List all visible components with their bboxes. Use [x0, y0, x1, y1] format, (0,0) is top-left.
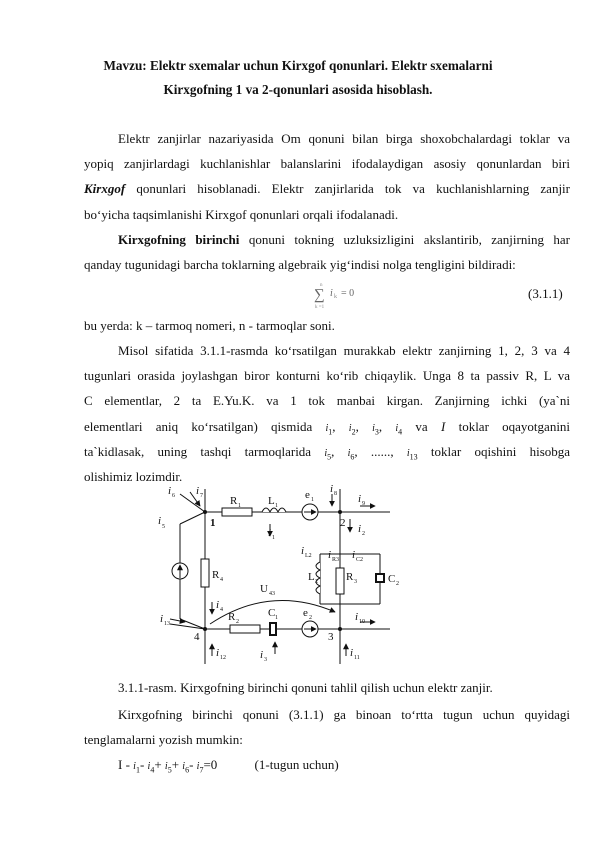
- label-sub: 1: [275, 503, 278, 509]
- resistor-r3: [336, 568, 344, 594]
- text-fragment: toklar oqishini hisobga: [430, 443, 571, 459]
- capacitor-c1: [270, 623, 276, 635]
- eq-fragment: I -: [118, 757, 130, 773]
- formula-subscript: k: [334, 294, 337, 300]
- label-sub: 2: [309, 615, 312, 621]
- current-subscript: 6: [185, 765, 190, 775]
- current-symbol: i: [196, 761, 200, 773]
- text-fragment: elementlari aniq ko‘rsatilgan) qismida: [84, 418, 313, 434]
- label-r3: R: [346, 571, 354, 583]
- label-sub: 12: [220, 655, 226, 661]
- node-3-dot: [338, 627, 342, 631]
- current-symbol: i: [395, 422, 399, 434]
- label-i4: i: [216, 599, 220, 611]
- label-sub: 1: [272, 535, 275, 541]
- label-sub: C2: [356, 557, 364, 563]
- text-line: tugunlari orasida joylashgan biror konturni ko‘rib chiqaylik. Unga 8 ta passiv R, L va: [84, 368, 570, 384]
- label-sub: L2: [305, 553, 312, 559]
- label-i12: i: [216, 647, 220, 659]
- label-i7: i: [196, 485, 200, 497]
- label-c2: C: [388, 573, 396, 585]
- node-4-label: 4: [194, 631, 200, 643]
- label-ir3: i: [328, 549, 332, 561]
- example-paragraph: [84, 338, 570, 489]
- label-e1: e: [305, 489, 310, 501]
- node-2-dot: [338, 510, 342, 514]
- label-i9: i: [358, 493, 362, 505]
- label-sub: 43: [269, 591, 275, 597]
- text-line: olishimiz lozimdir.: [84, 468, 183, 484]
- formula-3-1-1: [310, 280, 370, 310]
- current-symbol: i: [182, 761, 186, 773]
- current-subscript: 2: [351, 427, 356, 437]
- label-ic2: i: [352, 549, 356, 561]
- label-sub: 7: [200, 493, 203, 499]
- current-symbol: i: [325, 422, 329, 434]
- current-subscript: 6: [350, 452, 355, 462]
- label-i3: i: [260, 649, 264, 661]
- current-subscript: 5: [167, 765, 172, 775]
- sum-upper-limit: n: [320, 283, 323, 288]
- text-line: [84, 227, 570, 252]
- label-i13: i: [160, 613, 164, 625]
- label-i6: i: [168, 485, 172, 497]
- text-fragment: qonunlari hisoblanadi. Elektr zanjirlarida tok va kuchlanishlarning zanjir: [125, 181, 570, 197]
- law1-paragraph: [84, 227, 570, 277]
- current-symbol: i: [324, 447, 328, 459]
- current-symbol: i: [347, 447, 351, 459]
- current-subscript: 4: [398, 427, 403, 437]
- label-sub: 3: [354, 579, 357, 585]
- label-sub: 6: [172, 493, 175, 499]
- current-subscript: 3: [374, 427, 379, 437]
- current-subscript: 1: [328, 427, 333, 437]
- sigma-symbol: ∑: [314, 287, 325, 303]
- node-4-dot: [203, 627, 207, 631]
- label-l2: L: [308, 571, 315, 583]
- text-line: qanday tugunidagi barcha toklarning algebraik yig‘indisi nolga tengligini bildiradi:: [84, 257, 516, 273]
- label-sub: 5: [162, 524, 165, 530]
- label-sub: 2: [362, 531, 365, 537]
- label-r1: R: [230, 495, 238, 507]
- current-subscript: 4: [150, 765, 155, 775]
- node-1-dot: [203, 510, 207, 514]
- current-symbol: i: [406, 447, 410, 459]
- law-term: Kirxgofning birinchi: [118, 232, 240, 247]
- resistor-r2: [230, 625, 260, 633]
- current-subscript: 5: [327, 452, 332, 462]
- figure-caption: 3.1.1-rasm. Kirxgofning birinchi qonuni tahlil qilish uchun elektr zanjir.: [118, 680, 493, 695]
- text-line: ta`kidlasak, uning tashqi tarmoqlarida $i_5$, $i_6$, ......, $i_{13}$ toklar oqishini hisobga: [84, 443, 571, 462]
- label-sub: 11: [354, 655, 360, 661]
- label-sub: 8: [334, 491, 337, 497]
- label-u43: U: [260, 583, 268, 595]
- label-sub: 3: [264, 657, 267, 663]
- node-2-label: 2: [340, 517, 346, 529]
- equation-node-1: [84, 752, 570, 777]
- label-sub: 1: [311, 497, 314, 503]
- eq-note: (1-tugun uchun): [254, 757, 339, 773]
- label-r4: R: [212, 569, 220, 581]
- equation-number: (3.1.1): [528, 286, 563, 301]
- node-1-label: 1: [210, 517, 216, 529]
- label-i10: i: [355, 611, 359, 623]
- text-line: Misol sifatida 3.1.1-rasmda ko‘rsatilgan murakkab elektr zanjirning 1, 2, 3 va 4: [118, 343, 570, 358]
- label-sub: 2: [236, 619, 239, 625]
- sum-lower-limit: k =1: [315, 305, 325, 310]
- text-line: Kirxgofning birinchi qonuni (3.1.1) ga binoan to‘rtta tugun uchun quyidagi: [118, 707, 570, 722]
- current-symbol: i: [147, 761, 151, 773]
- formula-variable: i: [330, 288, 333, 299]
- text-fragment: ta`kidlasak, uning tashqi tarmoqlarida: [84, 443, 312, 459]
- text-line: bo‘yicha taqsimlanishi Kirxgof qonunlari orqali ifodalanadi.: [84, 206, 399, 222]
- text-fragment: ......,: [370, 443, 394, 459]
- current-subscript: 1: [135, 765, 140, 775]
- label-i8: i: [330, 484, 334, 495]
- text-fragment: toklar oqayotganini: [458, 418, 571, 434]
- text-fragment: va: [415, 418, 428, 434]
- text-line: elementlari aniq ko‘rsatilgan) qismida $i_1$, $i_2$, $i_3$, $i_4$ va I toklar oqayotganini: [84, 418, 571, 437]
- kirxgof-term: Kirxgof: [84, 181, 126, 197]
- text-fragment: qonuni tokning uzluksizligini akslantirib, zanjirning har: [239, 232, 570, 247]
- after-paragraph: [84, 702, 570, 778]
- eq-fragment: =0: [203, 757, 218, 773]
- title-line-2: Kirxgofning 1 va 2-qonunlari asosida hisoblash.: [163, 82, 433, 97]
- label-il2: i: [301, 545, 305, 557]
- current-symbol: i: [372, 422, 375, 434]
- resistor-r4: [201, 559, 209, 587]
- eq-operator: -: [189, 757, 194, 773]
- text-line: Elektr zanjirlar nazariyasida Om qonuni bilan birga shoxobchalardagi toklar va: [118, 131, 570, 146]
- label-r2: R: [228, 611, 236, 623]
- label-l1: L: [268, 495, 275, 507]
- text-line: C elementlar, 2 ta E.Yu.K. va 1 tok manbai kirgan. Zanjirning ichki (ya`ni: [84, 393, 570, 409]
- current-subscript: 7: [199, 765, 204, 775]
- capacitor-c2: [376, 574, 384, 582]
- label-e2: e: [303, 607, 308, 619]
- eq-operator: +: [171, 757, 180, 773]
- label-i5: i: [158, 515, 162, 527]
- eq-operator: +: [154, 757, 162, 773]
- label-sub: 2: [315, 579, 318, 585]
- eq-operator: -: [139, 757, 145, 773]
- label-i2: i: [358, 523, 362, 535]
- label-sub: 4: [220, 607, 223, 613]
- label-sub: 2: [396, 581, 399, 587]
- text-line: yopiq zanjirlardagi kuchlanishlar balanslarini ifodalaydigan asosiy qonunlardan biri: [84, 156, 570, 172]
- label-sub: R3: [332, 557, 340, 563]
- label-c1: C: [268, 607, 276, 619]
- node-3-label: 3: [328, 631, 334, 643]
- text-line: [84, 176, 570, 201]
- current-subscript: 13: [409, 452, 418, 462]
- title-line-1: Mavzu: Elektr sxemalar uchun Kirxgof qonunlari. Elektr sxemalarni: [103, 58, 493, 73]
- source-current-symbol: I: [440, 418, 446, 434]
- circuit-diagram: [150, 484, 430, 674]
- label-i1: i: [268, 527, 272, 539]
- label-sub: 1: [238, 503, 241, 509]
- where-line: bu yerda: k – tarmoq nomeri, n - tarmoqlar soni.: [84, 318, 335, 333]
- inductor-l1: [262, 508, 286, 512]
- label-sub: 1: [275, 615, 278, 621]
- resistor-r1: [222, 508, 252, 516]
- current-symbol: i: [133, 761, 136, 773]
- label-sub: 4: [220, 577, 223, 583]
- intro-paragraph: [84, 126, 570, 227]
- current-symbol: i: [164, 761, 168, 773]
- text-line: tenglamalarni yozish mumkin:: [84, 732, 243, 748]
- label-sub: 10: [359, 619, 365, 625]
- label-i11: i: [350, 647, 354, 659]
- label-sub: 13: [164, 621, 170, 627]
- formula-rhs: = 0: [341, 288, 355, 299]
- label-sub: 9: [362, 501, 365, 507]
- current-symbol: i: [348, 422, 352, 434]
- inductor-l2: [316, 562, 320, 594]
